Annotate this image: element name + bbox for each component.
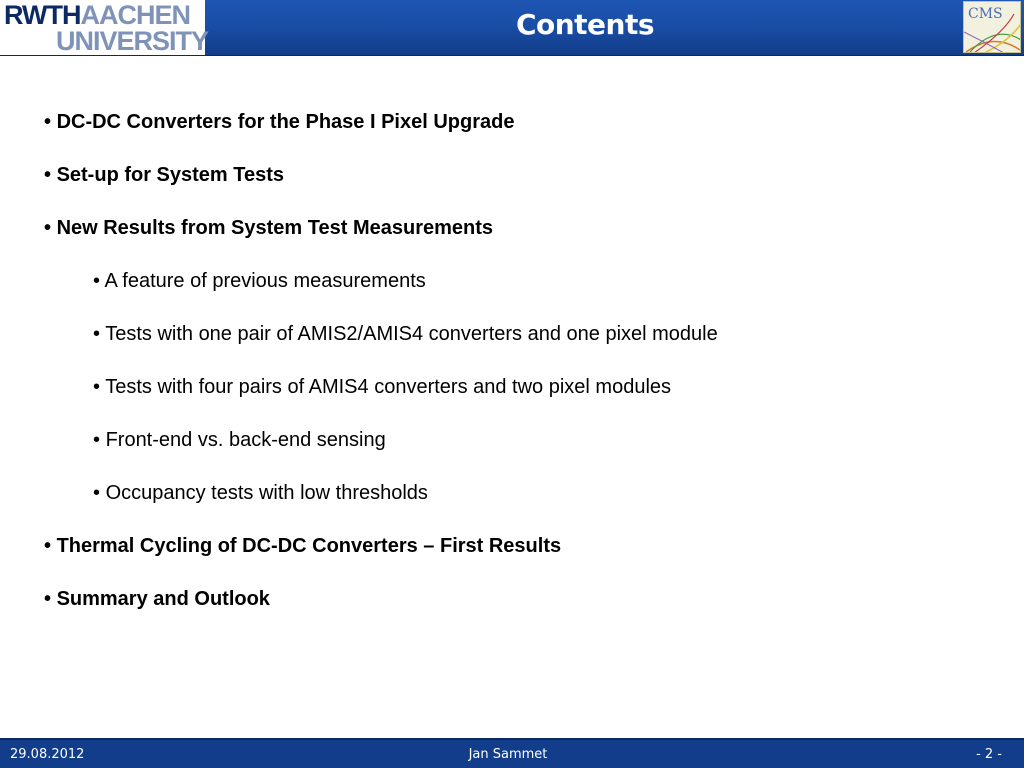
cms-logo [963, 1, 1021, 53]
header-bar [0, 0, 1024, 56]
logo-university-text: UNIVERSITY [56, 26, 209, 56]
list-item: • DC-DC Converters for the Phase I Pixel Upgrade [44, 111, 515, 133]
page-title: Contents [515, 8, 655, 41]
footer-page-number: - 2 - [976, 747, 1002, 762]
contents-list [44, 108, 1004, 638]
list-item: • Summary and Outlook [44, 588, 270, 610]
cms-text: CMS [968, 6, 1003, 22]
list-item: • Set-up for System Tests [44, 164, 285, 186]
logo-rwth-text: RWTH [4, 0, 81, 30]
list-item: • Thermal Cycling of DC-DC Converters – First Results [44, 535, 562, 557]
list-subitem: • A feature of previous measurements [93, 270, 426, 292]
footer-author: Jan Sammet [468, 747, 548, 762]
list-subitem: • Tests with one pair of AMIS2/AMIS4 converters and one pixel module [93, 323, 718, 345]
list-subitem: • Occupancy tests with low thresholds [93, 482, 428, 504]
logo-aachen-text: AACHEN [80, 0, 191, 30]
list-item: • New Results from System Test Measurements [44, 217, 494, 239]
footer-date: 29.08.2012 [10, 747, 85, 762]
footer-bar [0, 738, 1024, 768]
list-subitem: • Tests with four pairs of AMIS4 converters and two pixel modules [93, 376, 672, 398]
list-subitem: • Front-end vs. back-end sensing [93, 429, 386, 451]
